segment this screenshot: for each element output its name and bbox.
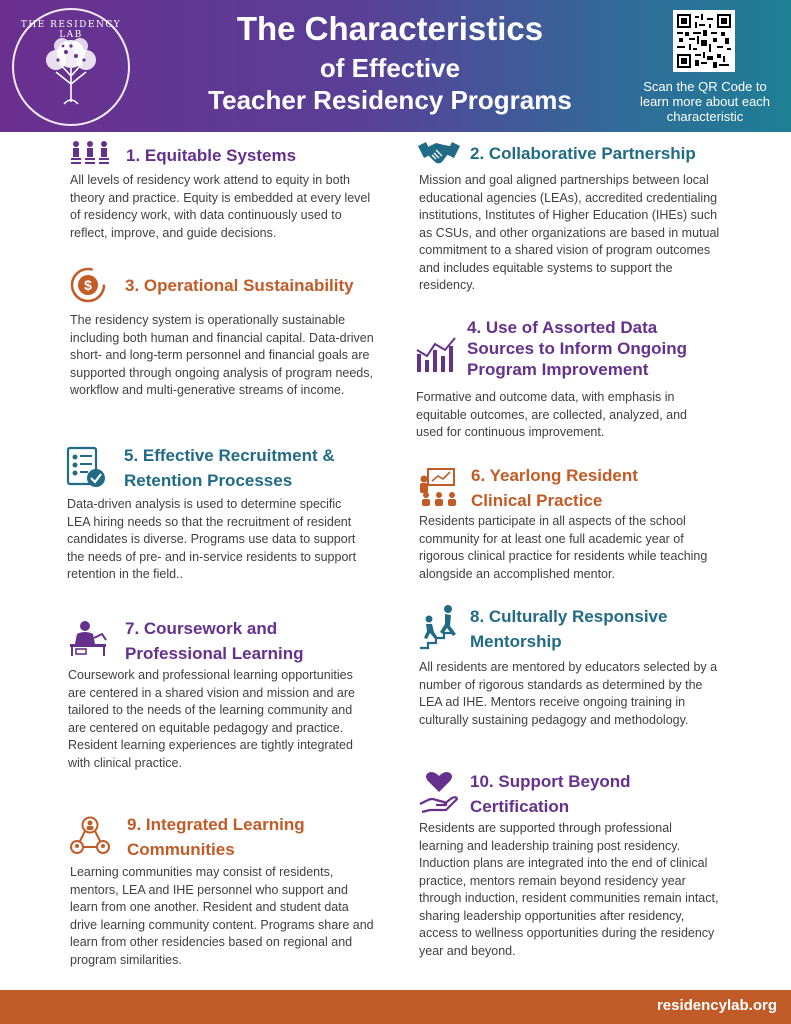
item-10-title-line-1: 10. Support Beyond [470,772,631,791]
people-equity-icon [70,140,110,168]
item-8-title-line-2: Mentorship [470,632,562,651]
item-9-title [127,812,387,862]
item-7-body: Coursework and professional learning opportunities are centered in a shared vision and mission and are tailored to the needs of the learning community and are centered on equitable pedagogy and practice. Resident learning experiences are tightly integrated with clinical practice. [68,668,355,770]
item-7-title [125,616,385,666]
item-8-title-line-1: 8. Culturally Responsive [470,607,668,626]
qr-code-icon [677,14,731,68]
item-4-title-line-2: Sources to Inform Ongoing [467,339,688,358]
checklist-icon [66,446,108,490]
item-10-title-line-2: Certification [470,797,570,816]
item-9-body: Learning communities may consist of residents, mentors, LEA and IHE personnel who support and learn from one another. Resident and student data drive learning community content. Programs share and learn from other residencies based on regional and program similarities. [70,865,374,967]
item-6-body: Residents participate in all aspects of the school community for at least one full academic year of rigorous clinical practice for residents while teaching alongside an accomplished mentor. [419,514,708,581]
item-3-body: The residency system is operationally sustainable including both human and financial capital. Data-driven short- and long-term personnel and financial goals are supported through ongoing analysis of program needs, workflow and multi-generative streams of income. [70,313,374,397]
item-5-title-line-1: 5. Effective Recruitment & [124,446,335,465]
item-4-title-line-1: 4. Use of Assorted Data [467,318,658,337]
item-1-title: 1. Equitable Systems [126,146,297,165]
item-5-title-line-2: Retention Processes [124,471,293,490]
item-10-title [470,769,730,819]
item-8-title [470,604,730,654]
stairs-mentor-icon [418,604,460,650]
study-desk-icon [68,620,108,658]
item-4-title [467,315,727,382]
item-6-title-line-1: 6. Yearlong Resident [471,466,638,485]
title-line-3: Teacher Residency Programs [208,84,572,115]
item-7-title-line-2: Professional Learning [125,644,304,663]
title-line-1: The Characteristics [236,10,544,47]
item-2-body: Mission and goal aligned partnerships between local educational agencies (LEAs), accredited credentialing institutions, Institutes of Higher Education (IHEs) such as CSUs, and other organizations are based in mutual commitment to a shared vision of program outcomes and includes equitable systems to support the residency. [419,173,720,292]
page-title [140,10,640,116]
item-4-body: Formative and outcome data, with emphasis in equitable outcomes, are collected, analyzed, and used for continuous improvement. [416,390,688,439]
classroom-icon [418,467,460,507]
item-7-title-line-1: 7. Coursework and [125,619,278,638]
footer-bar [0,990,791,1024]
item-9-title-line-2: Communities [127,840,235,859]
logo-text: THE RESIDENCY LAB [20,20,122,40]
residency-lab-logo [12,8,130,126]
item-2-title: 2. Collaborative Partnership [470,144,696,163]
item-6-title [471,463,731,513]
item-1-body: All levels of residency work attend to equity in both theory and practice. Equity is embedded at every level of residency work, with data continuously used to reflect, improve, and guide decisions. [70,173,371,240]
qr-code[interactable] [673,10,735,72]
item-6-title-line-2: Clinical Practice [471,491,603,510]
title-line-2: of Effective [319,52,461,83]
qr-caption: Scan the QR Code to learn more about each characteristic [639,79,771,124]
bar-chart-icon [415,336,457,374]
item-4-title-line-3: Program Improvement [467,360,649,379]
item-8-body: All residents are mentored by educators selected by a number of rigorous standards as determined by the LEA ad IHE. Mentors receive ongoing training in culturally sustaining pedagogy and methodology. [419,660,718,727]
network-people-icon [70,816,110,856]
footer-website-link[interactable]: residencylab.org [656,997,777,1014]
handshake-icon [418,138,460,168]
header-banner [0,0,791,132]
item-5-title [124,443,384,493]
item-9-title-line-1: 9. Integrated Learning [127,815,305,834]
item-5-body: Data-driven analysis is used to determine specific LEA hiring needs so that the recruitment of resident candidates is diverse. Programs use data to support the needs of pre- and in-service residents to support retention in the field.. [67,497,357,581]
svg-text:$: $ [84,277,92,293]
item-10-body: Residents are supported through professional learning and leadership training post residency. Induction plans are integrated into the end of clinical practice, mentors remain beyond residency year through induction, resident communities remain intact, sharing leadership opportunities after residency, access to wellness opportunities during the residency year and beyond. [419,821,719,958]
heart-hand-icon [418,770,460,814]
dollar-cycle-icon [69,266,107,304]
item-3-title: 3. Operational Sustainability [125,276,354,295]
